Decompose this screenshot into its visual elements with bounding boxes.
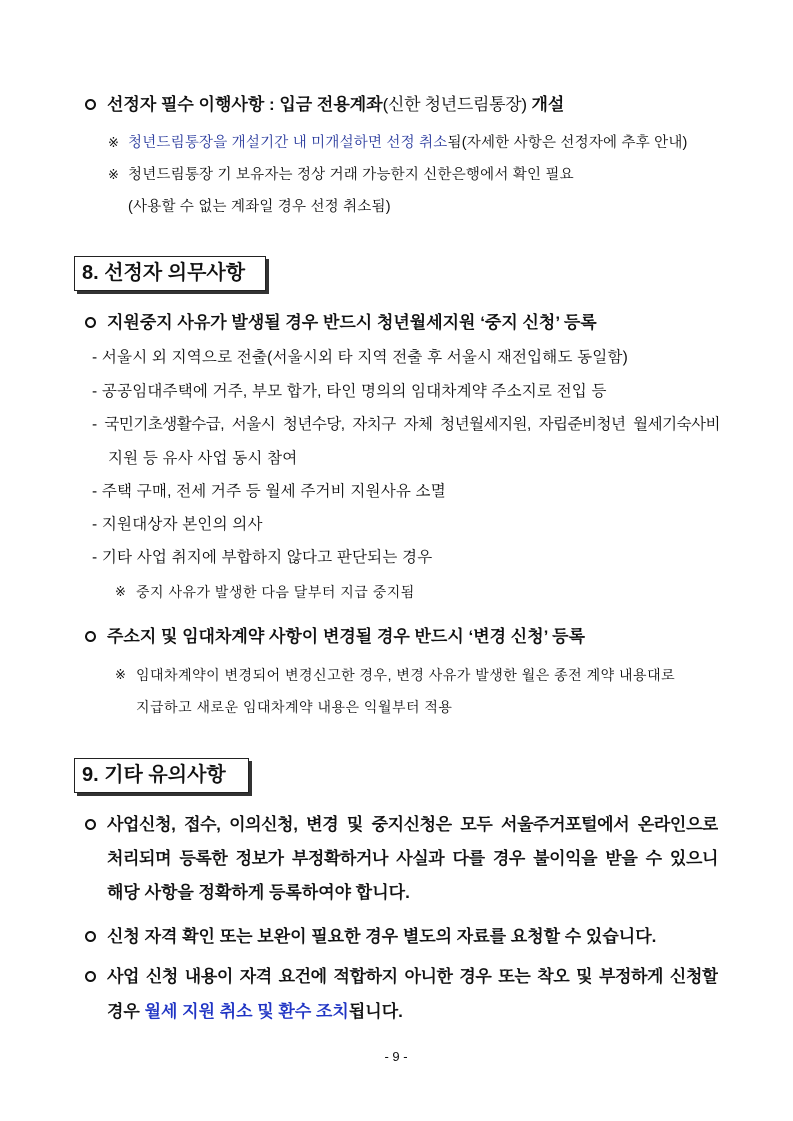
- page-number: - 9 -: [384, 1049, 408, 1064]
- fraud-warning-emphasis: 월세 지원 취소 및 환수 조치: [144, 1002, 349, 1021]
- account-requirement-line: [107, 93, 564, 117]
- note-existing-holder-continued: (사용할 수 없는 계좌일 경우 선정 취소됨): [128, 199, 391, 215]
- list-item: - 국민기초생활수급, 서울시 청년수당, 자치구 자체 청년월세지원, 자립준비청년 월세기숙사비: [92, 416, 720, 433]
- online-application-line-1: 사업신청, 접수, 이의신청, 변경 및 중지신청은 모두 서울주거포털에서 온라인으로: [107, 815, 718, 834]
- bullet-circle-icon: [85, 819, 96, 830]
- list-item: - 지원대상자 본인의 의사: [92, 516, 263, 533]
- list-item: - 주택 구매, 전세 거주 등 월세 주거비 지원사유 소멸: [92, 483, 446, 500]
- note-account-open: [128, 131, 688, 155]
- document-request-line: 신청 자격 확인 또는 보완이 필요한 경우 별도의 자료를 요청할 수 있습니다.: [107, 927, 657, 946]
- reference-mark: ※: [115, 584, 126, 599]
- bullet-circle-icon: [85, 99, 96, 110]
- bullet-circle-icon: [85, 631, 96, 642]
- section-9-heading: 9. 기타 유의사항: [74, 758, 249, 793]
- fraud-warning-suffix: 됩니다.: [348, 1002, 403, 1021]
- account-bank-name: (신한 청년드림통장): [382, 95, 527, 114]
- change-request-title: 주소지 및 임대차계약 사항이 변경될 경우 반드시 ‘변경 신청’ 등록: [107, 627, 585, 646]
- list-item-continued: 지원 등 유사 사업 동시 참여: [108, 450, 298, 467]
- suspend-request-title: 지원중지 사유가 발생될 경우 반드시 청년월세지원 ‘중지 신청’ 등록: [107, 313, 597, 332]
- bullet-circle-icon: [85, 971, 96, 982]
- account-requirement-tail: 개설: [526, 95, 565, 114]
- reference-mark: ※: [108, 135, 119, 150]
- list-item: - 공공임대주택에 거주, 부모 합가, 타인 명의의 임대차계약 주소지로 전입 등: [92, 383, 607, 400]
- note-account-open-rest: 됨(자세한 사항은 선정자에 추후 안내): [447, 135, 688, 151]
- online-application-line-2: 처리되며 등록한 정보가 부정확하거나 사실과 다를 경우 불이익을 받을 수 있으니: [107, 849, 718, 868]
- note-account-open-emphasis: 청년드림통장을 개설기간 내 미개설하면 선정 취소: [128, 135, 448, 151]
- online-application-line-3: 해당 사항을 정확하게 등록하여야 합니다.: [107, 883, 410, 902]
- account-requirement-bold: 선정자 필수 이행사항 : 입금 전용계좌: [107, 95, 383, 114]
- note-existing-holder: 청년드림통장 기 보유자는 정상 거래 가능한지 신한은행에서 확인 필요: [128, 167, 574, 183]
- list-item: - 기타 사업 취지에 부합하지 않다고 판단되는 경우: [92, 549, 433, 566]
- reference-mark: ※: [108, 167, 119, 182]
- fraud-warning-line-1: 사업 신청 내용이 자격 요건에 적합하지 아니한 경우 또는 착오 및 부정하게 신청할: [107, 967, 718, 986]
- section-8-heading: 8. 선정자 의무사항: [74, 256, 266, 291]
- bullet-circle-icon: [85, 317, 96, 328]
- note-lease-change-continued: 지급하고 새로운 임대차계약 내용은 익월부터 적용: [136, 699, 453, 715]
- list-item: - 서울시 외 지역으로 전출(서울시외 타 지역 전출 후 서울시 재전입해도 동일함): [92, 349, 629, 366]
- note-lease-change: 임대차계약이 변경되어 변경신고한 경우, 변경 사유가 발생한 월은 종전 계약 내용대로: [136, 667, 676, 683]
- note-suspend-payment: 중지 사유가 발생한 다음 달부터 지급 중지됨: [136, 584, 415, 600]
- fraud-warning-prefix: 경우: [107, 1002, 145, 1021]
- fraud-warning-line-2: [107, 1000, 403, 1024]
- bullet-circle-icon: [85, 931, 96, 942]
- reference-mark: ※: [115, 667, 126, 682]
